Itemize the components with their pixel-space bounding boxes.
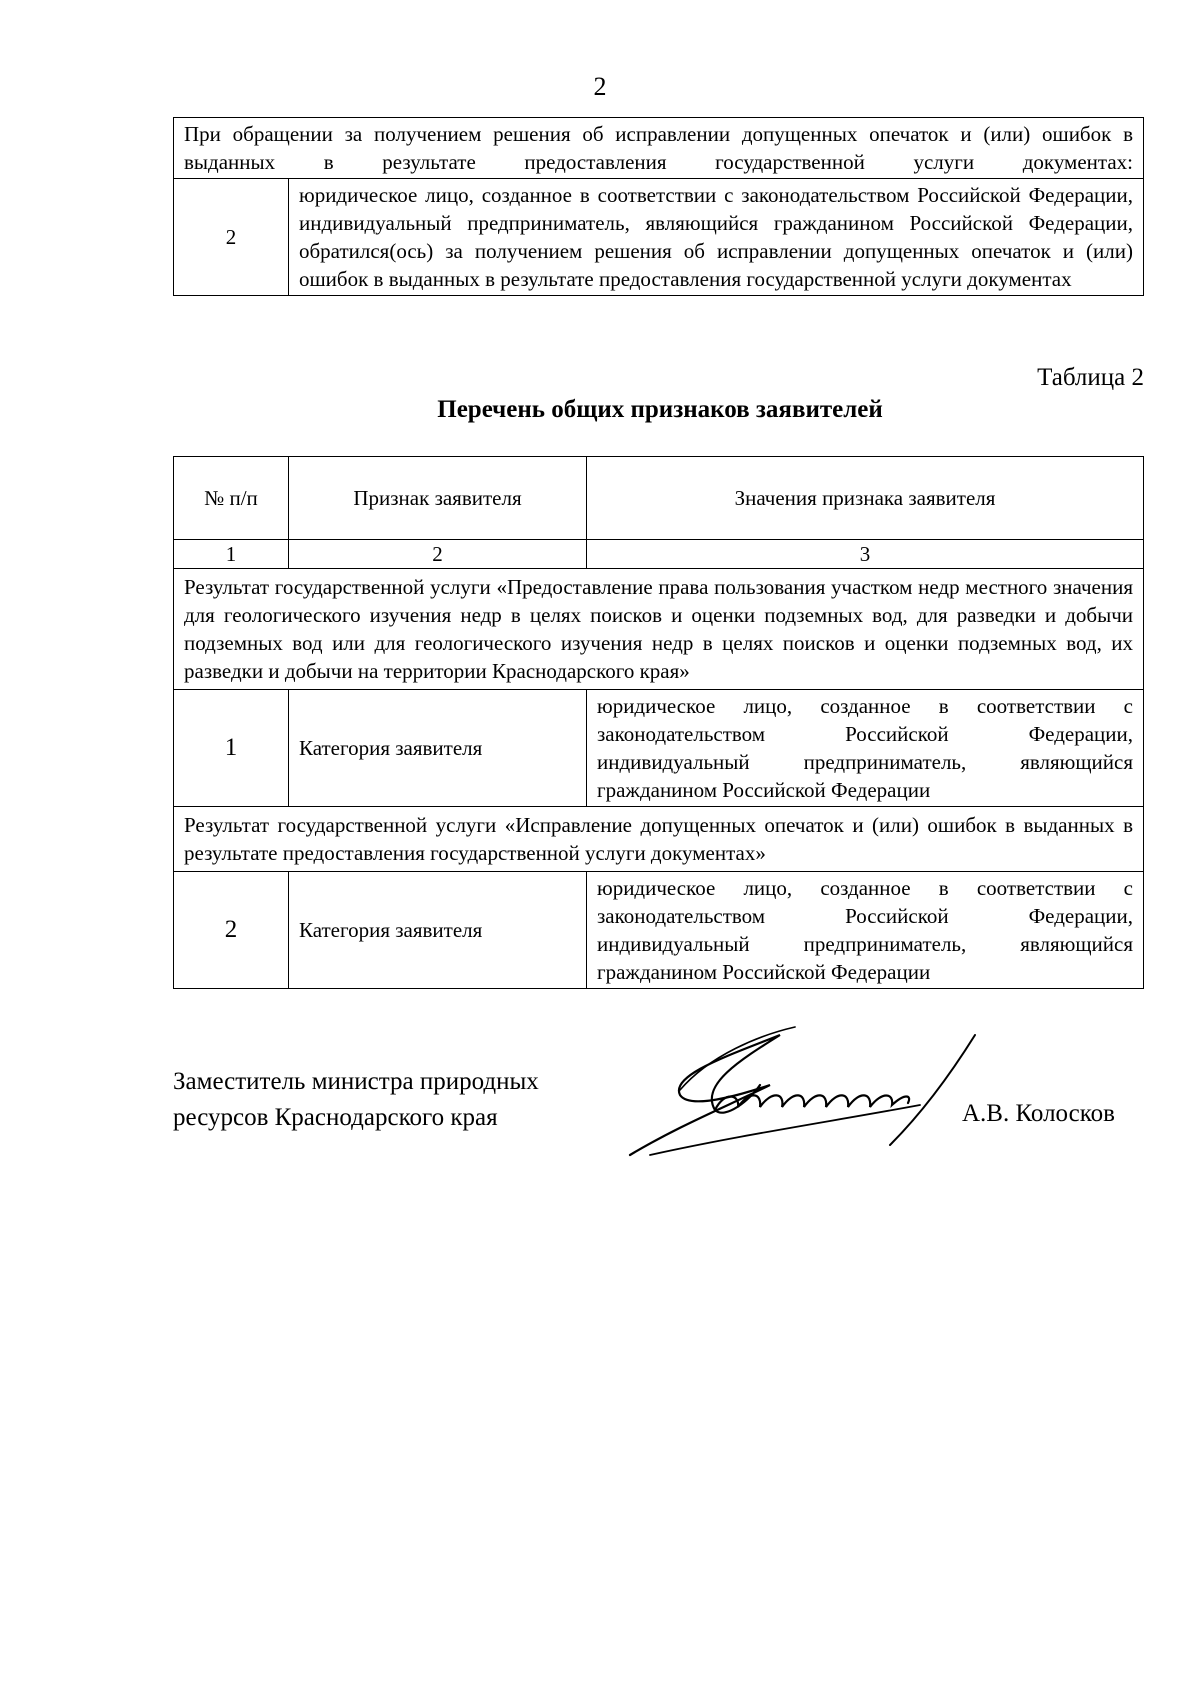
row-text-cell: юридическое лицо, созданное в соответствии с законодательством Российской Федерации, индивидуальный предприниматель, являющийся гражданином Российской Федерации, обратился(ось) за получением решения об исправлении допущенных опечаток и (или) ошибок в выданных в результате предоставления государственной услуги документах xyxy=(289,179,1144,296)
value-cell: юридическое лицо, созданное в соответствии с законодательством Российской Федерации, индивидуальный предприниматель, являющийся гражданином Российской Федерации xyxy=(587,690,1144,807)
position-line: Заместитель министра природных xyxy=(173,1068,539,1095)
header-cell-number: № п/п xyxy=(174,457,289,540)
row-number-cell: 2 xyxy=(174,872,289,989)
table-row xyxy=(174,690,1144,807)
table-title: Перечень общих признаков заявителей xyxy=(437,396,883,423)
feature-cell: Категория заявителя xyxy=(289,690,587,807)
column-number-cell: 2 xyxy=(289,540,587,569)
header-cell-value: Значения признака заявителя xyxy=(587,457,1144,540)
applicant-features-table xyxy=(173,456,1144,989)
feature-cell: Категория заявителя xyxy=(289,872,587,989)
group-row xyxy=(174,569,1144,690)
column-number-row xyxy=(174,540,1144,569)
row-number-cell: 1 xyxy=(174,690,289,807)
row-number-cell: 2 xyxy=(174,179,289,296)
table-row xyxy=(174,179,1144,296)
table-label: Таблица 2 xyxy=(1037,364,1144,391)
column-number-cell: 3 xyxy=(587,540,1144,569)
span-header-cell: При обращении за получением решения об исправлении допущенных опечаток и (или) ошибок в выданных в результате предоставления государственной услуги документах: xyxy=(174,118,1144,179)
page-number: 2 xyxy=(593,72,607,101)
position-line: ресурсов Краснодарского края xyxy=(173,1104,498,1131)
signatory-position xyxy=(173,1064,539,1136)
continuation-table xyxy=(173,117,1144,296)
handwritten-signature xyxy=(620,1015,1040,1165)
signer-name: А.В. Колосков xyxy=(962,1100,1115,1127)
header-row xyxy=(174,457,1144,540)
group-row xyxy=(174,807,1144,872)
group-result-cell: Результат государственной услуги «Предоставление права пользования участком недр местного значения для геологического изучения недр в целях поисков и оценки подземных вод, для разведки и добычи подземных вод или для геологического изучения недр в целях поисков и оценки подземных вод, их разведки и добычи на территории Краснодарского края» xyxy=(174,569,1144,690)
value-cell: юридическое лицо, созданное в соответствии с законодательством Российской Федерации, индивидуальный предприниматель, являющийся гражданином Российской Федерации xyxy=(587,872,1144,989)
table-row xyxy=(174,872,1144,989)
column-number-cell: 1 xyxy=(174,540,289,569)
header-cell-feature: Признак заявителя xyxy=(289,457,587,540)
table-row xyxy=(174,118,1144,179)
group-result-cell: Результат государственной услуги «Исправление допущенных опечаток и (или) ошибок в выданных в результате предоставления государственной услуги документах» xyxy=(174,807,1144,872)
